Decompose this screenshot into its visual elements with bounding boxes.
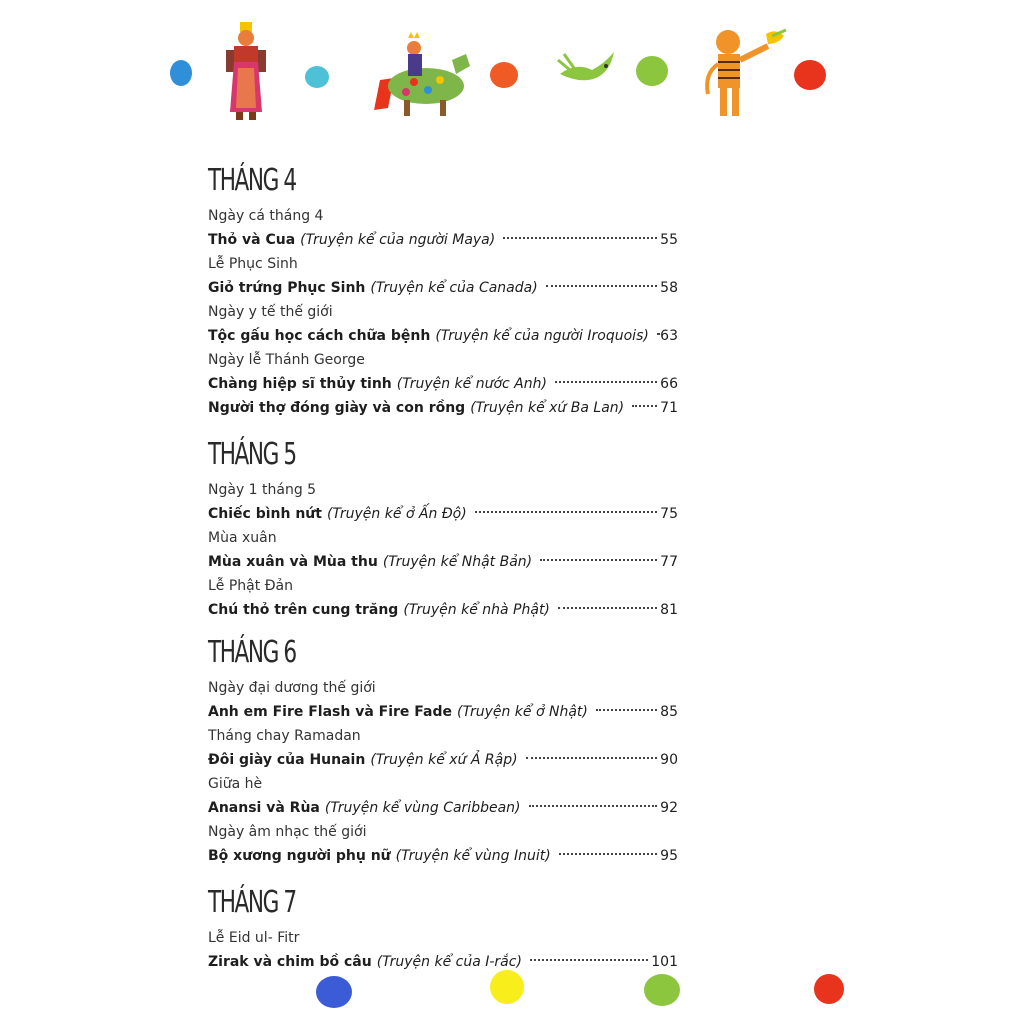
story-title: Giỏ trứng Phục Sinh	[208, 280, 366, 296]
story-origin: (Truyện kể của I-rắc)	[376, 954, 522, 970]
red-dot	[794, 60, 826, 90]
page-number: 101	[651, 954, 678, 970]
story-origin: (Truyện kể xứ Ba Lan)	[470, 400, 625, 416]
page-number: 90	[660, 752, 678, 768]
occasion-label: Lễ Phật Đản	[208, 578, 293, 594]
toc-entry[interactable]	[208, 228, 678, 252]
blue-dot	[170, 60, 192, 86]
page-number: 92	[660, 800, 678, 816]
story-origin: (Truyện kể vùng Caribbean)	[324, 800, 521, 816]
occasion-label: Lễ Phục Sinh	[208, 256, 298, 272]
king-figure-illustration	[222, 20, 270, 124]
page-number: 85	[660, 704, 678, 720]
toc-entry[interactable]	[208, 550, 678, 574]
story-title: Mùa xuân và Mùa thu	[208, 554, 378, 570]
occasion-label: Ngày cá tháng 4	[208, 208, 324, 224]
occasion-label: Lễ Eid ul- Fitr	[208, 930, 300, 946]
toc-entry[interactable]	[208, 796, 678, 820]
occasion-label: Ngày y tế thế giới	[208, 304, 333, 320]
month-heading: THÁNG 5	[208, 437, 296, 472]
royal-blue-dot	[316, 976, 352, 1008]
story-title: Bộ xương người phụ nữ	[208, 848, 391, 864]
toc-entry[interactable]	[208, 372, 678, 396]
story-origin: (Truyện kể nước Anh)	[396, 376, 547, 392]
dot-leader	[596, 709, 657, 711]
dot-leader	[546, 285, 657, 287]
toc-entry[interactable]	[208, 396, 678, 420]
page-number: 66	[660, 376, 678, 392]
story-origin: (Truyện kể của Canada)	[370, 280, 538, 296]
toc-entry[interactable]	[208, 324, 678, 348]
story-origin: (Truyện kể của người Iroquois)	[435, 328, 649, 344]
green-bird-illustration	[556, 44, 618, 90]
occasion-label: Ngày âm nhạc thế giới	[208, 824, 367, 840]
red-bottom-dot	[814, 974, 844, 1004]
dot-leader	[529, 805, 658, 807]
month-heading: THÁNG 7	[208, 885, 296, 920]
tiger-figure-illustration	[698, 24, 790, 122]
story-origin: (Truyện kể xứ Ả Rập)	[370, 752, 518, 768]
month-heading: THÁNG 6	[208, 635, 296, 670]
story-title: Zirak và chim bồ câu	[208, 954, 372, 970]
page-number: 95	[660, 848, 678, 864]
occasion-label: Ngày đại dương thế giới	[208, 680, 376, 696]
occasion-label: Ngày 1 tháng 5	[208, 482, 317, 498]
occasion-label: Mùa xuân	[208, 530, 277, 546]
occasion-label: Ngày lễ Thánh George	[208, 352, 365, 368]
dot-leader	[526, 757, 658, 759]
page-number: 58	[660, 280, 678, 296]
page-number: 77	[660, 554, 678, 570]
story-title: Đôi giày của Hunain	[208, 752, 366, 768]
dot-leader	[632, 405, 657, 407]
story-origin: (Truyện kể Nhật Bản)	[382, 554, 533, 570]
orange-dot	[490, 62, 518, 88]
occasion-label: Giữa hè	[208, 776, 263, 792]
page-number: 81	[660, 602, 678, 618]
month-section-may	[208, 436, 678, 622]
dot-leader	[559, 853, 657, 855]
page-number: 55	[660, 232, 678, 248]
dot-leader	[530, 959, 648, 961]
toc-entry[interactable]	[208, 950, 678, 974]
story-origin: (Truyện kể ở Ấn Độ)	[326, 506, 467, 522]
month-heading: THÁNG 4	[208, 163, 296, 198]
story-title: Anh em Fire Flash và Fire Fade	[208, 704, 453, 720]
story-title: Tộc gấu học cách chữa bệnh	[208, 328, 431, 344]
toc-entry[interactable]	[208, 276, 678, 300]
story-title: Chàng hiệp sĩ thủy tinh	[208, 376, 392, 392]
dot-leader	[503, 237, 657, 239]
toc-entry[interactable]	[208, 502, 678, 526]
page-number: 63	[660, 328, 678, 344]
month-section-april	[208, 162, 678, 420]
dot-leader	[558, 607, 657, 609]
occasion-label: Tháng chay Ramadan	[208, 728, 361, 744]
story-title: Anansi và Rùa	[208, 800, 320, 816]
dot-leader	[475, 511, 657, 513]
toc-entry[interactable]	[208, 748, 678, 772]
month-section-july	[208, 884, 678, 974]
cyan-dot	[305, 66, 329, 88]
boy-on-horse-illustration	[370, 30, 474, 122]
story-origin: (Truyện kể ở Nhật)	[457, 704, 588, 720]
green-dot	[636, 56, 668, 86]
toc-entry[interactable]	[208, 598, 678, 622]
story-title: Chiếc bình nứt	[208, 506, 322, 522]
dot-leader	[555, 381, 657, 383]
yellow-dot	[490, 970, 524, 1004]
toc-entry[interactable]	[208, 700, 678, 724]
story-title: Người thợ đóng giày và con rồng	[208, 400, 466, 416]
story-title: Chú thỏ trên cung trăng	[208, 602, 399, 618]
story-origin: (Truyện kể của người Maya)	[300, 232, 496, 248]
dot-leader	[540, 559, 657, 561]
toc-entry[interactable]	[208, 844, 678, 868]
lime-green-dot	[644, 974, 680, 1006]
story-origin: (Truyện kể vùng Inuit)	[395, 848, 551, 864]
story-title: Thỏ và Cua	[208, 232, 296, 248]
page-number: 71	[660, 400, 678, 416]
page-number: 75	[660, 506, 678, 522]
month-section-june	[208, 634, 678, 868]
story-origin: (Truyện kể nhà Phật)	[403, 602, 550, 618]
